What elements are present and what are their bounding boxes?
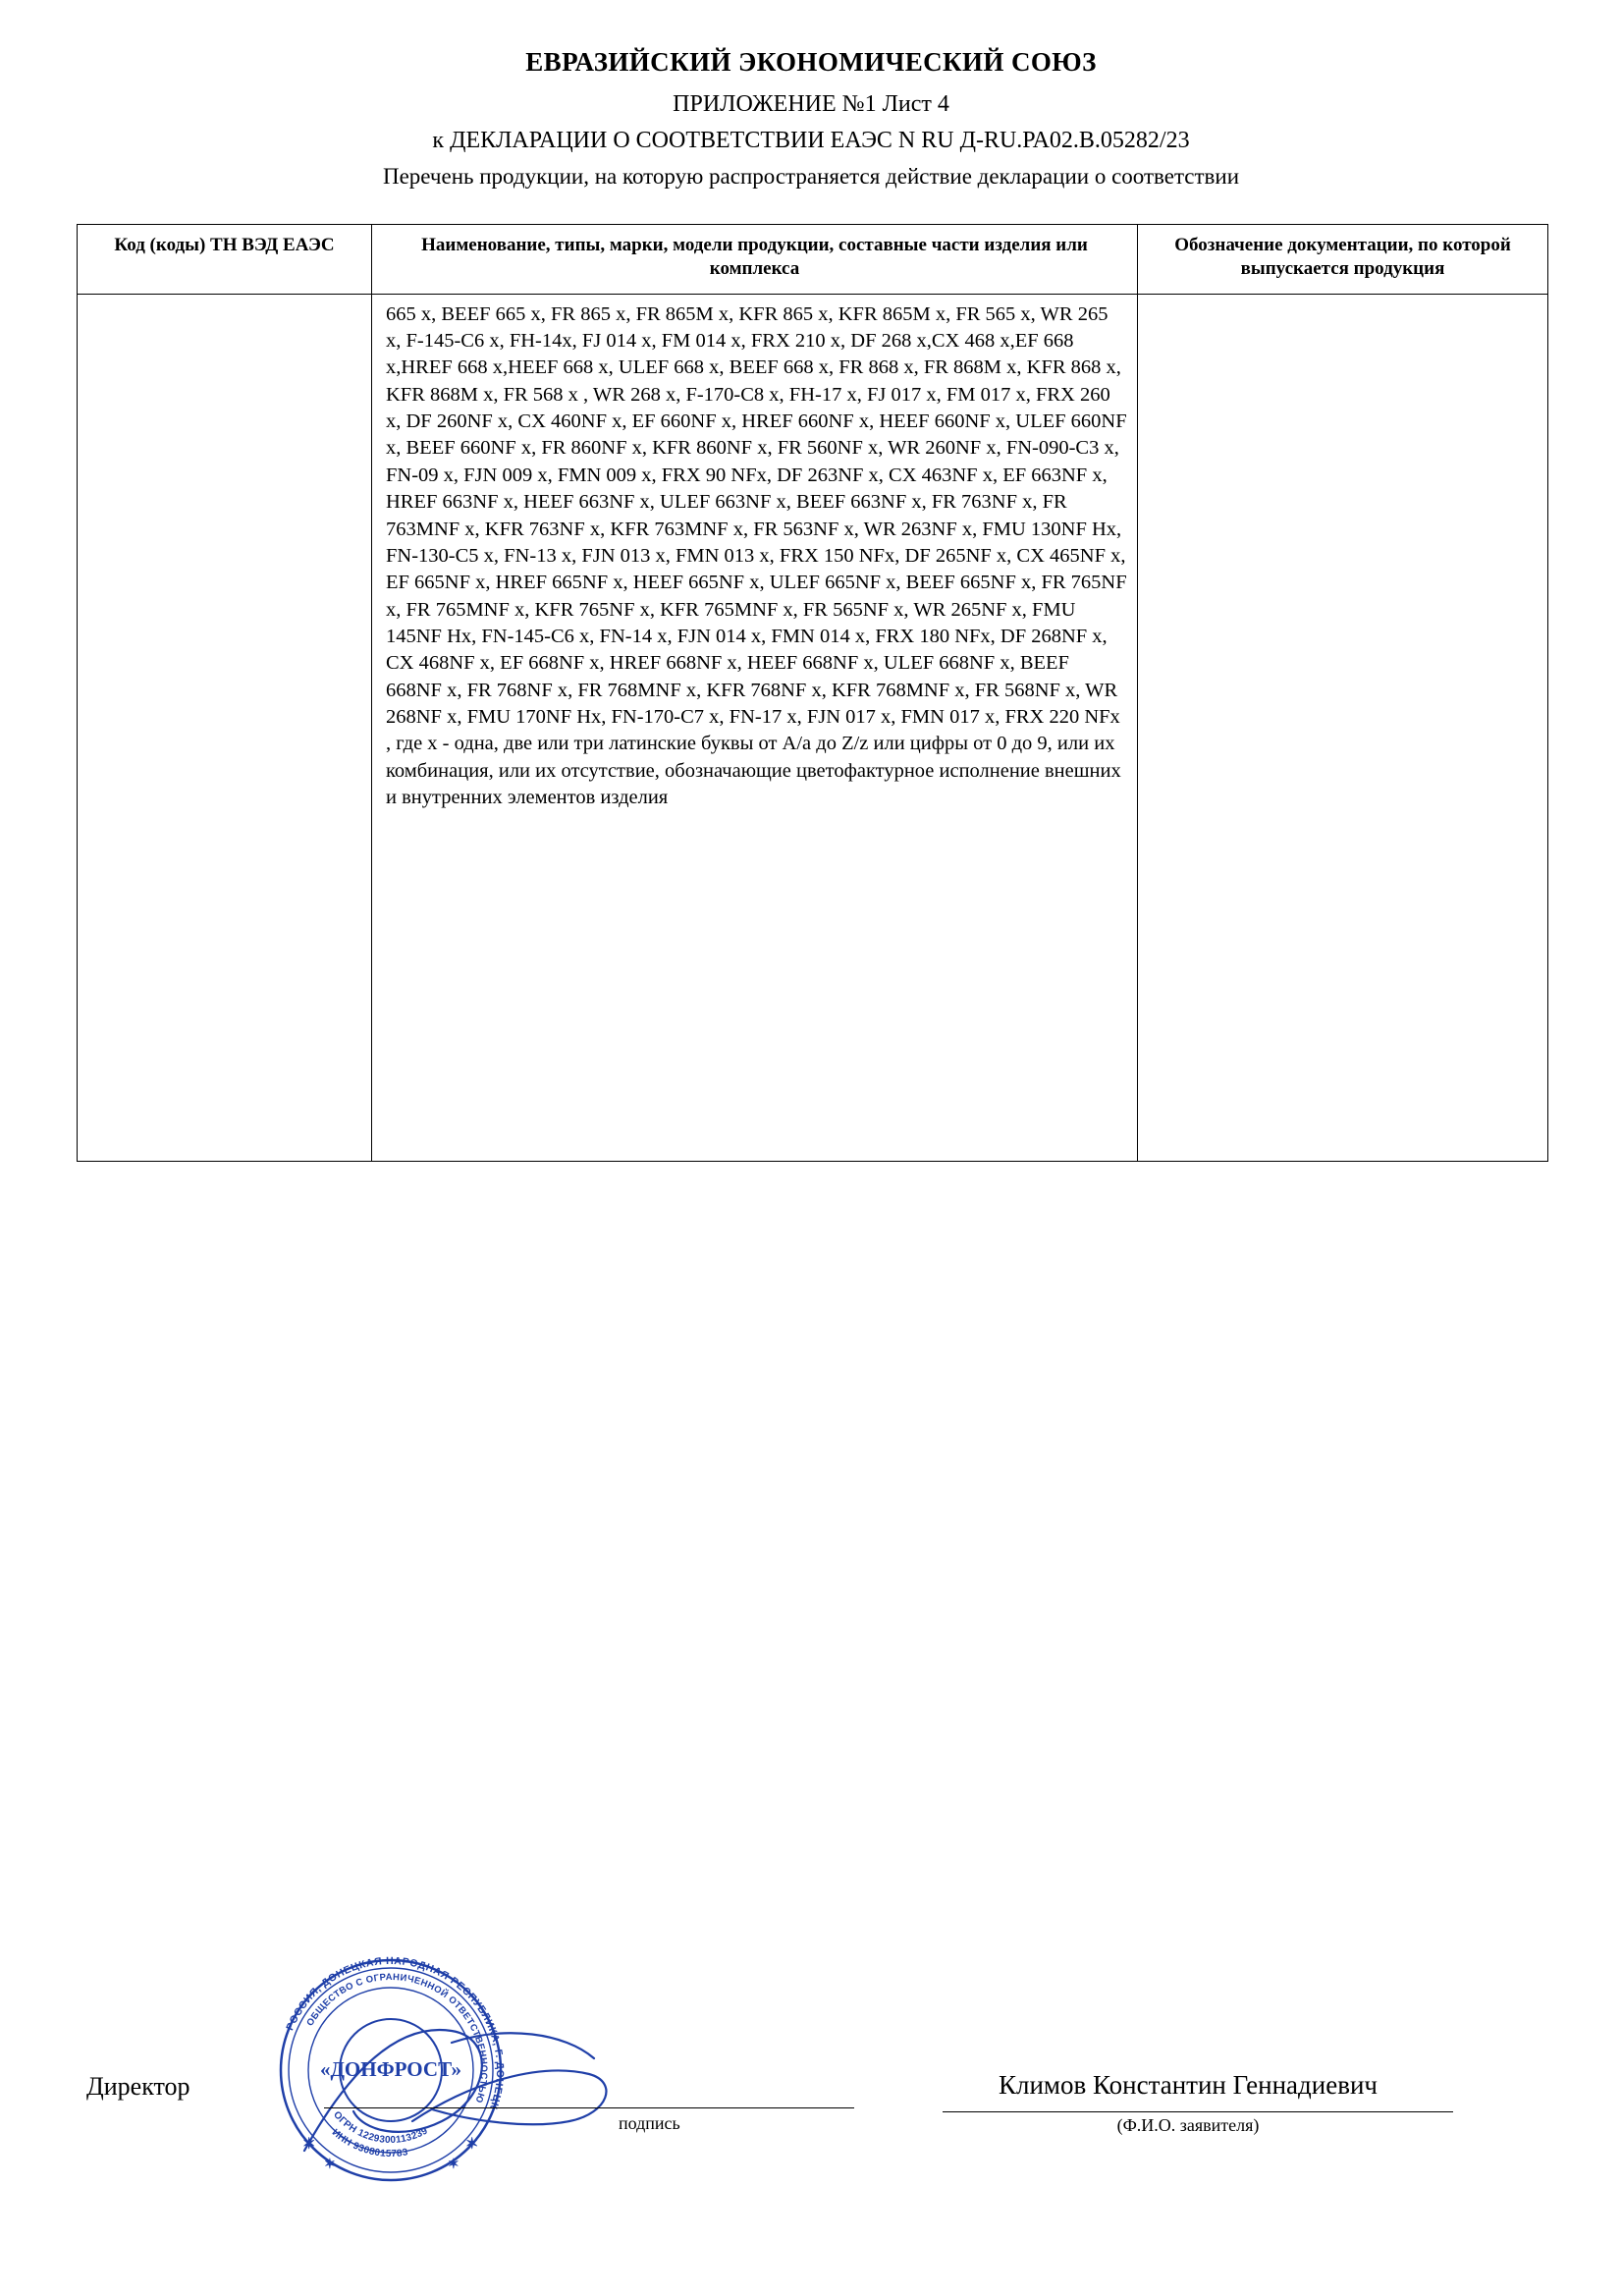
- svg-text:✶: ✶: [324, 2156, 336, 2171]
- product-table: [77, 224, 1548, 1162]
- signature-line: [324, 2107, 854, 2108]
- svg-text:ИНН 9308015783: ИНН 9308015783: [329, 2127, 409, 2160]
- table-header-row: [78, 225, 1548, 295]
- svg-text:ОГРН 1229300113239: ОГРН 1229300113239: [331, 2109, 430, 2147]
- cell-code: [78, 294, 372, 1161]
- column-header-names: Наименование, типы, марки, модели продукции, составные части изделия или комплекса: [372, 225, 1138, 295]
- svg-text:✶: ✶: [448, 2156, 460, 2171]
- svg-text:✶: ✶: [302, 2136, 316, 2153]
- cell-product-names: 665 x, BEEF 665 x, FR 865 x, FR 865M x, KFR 865 x, KFR 865M x, FR 565 x, WR 265 x, F-145-C6 x, FH-14x, FJ 014 x, FM 014 x, FRX 210 x, DF 268 x,CX 468 x,EF 668 x,HREF 668 x,HEEF 668 x, ULEF 668 x, BEEF 668 x, FR 868 x, FR 868M x, KFR 868 x, KFR 868M x, FR 568 x , WR 268 x, F-170-C8 x, FH-17 x, FJ 017 x, FM 017 x, FRX 260 x, DF 260NF x, CX 460NF x, EF 660NF x, HREF 660NF x, HEEF 660NF x, ULEF 660NF x, BEEF 660NF x, FR 860NF x, KFR 860NF x, FR 560NF x, WR 260NF x, FN-090-C3 x, FN-09 x, FJN 009 x, FMN 009 x, FRX 90 NFx, DF 263NF x, CX 463NF x, EF 663NF x, HREF 663NF x, HEEF 663NF x, ULEF 663NF x, BEEF 663NF x, FR 763NF x, FR 763MNF x, KFR 763NF x, KFR 763MNF x, FR 563NF x, WR 263NF x, FMU 130NF Hx, FN-130-C5 x, FN-13 x, FJN 013 x, FMN 013 x, FRX 150 NFx, DF 265NF x, CX 465NF x, EF 665NF x, HREF 665NF x, HEEF 665NF x, ULEF 665NF x, BEEF 665NF x, FR 765NF x, FR 765MNF x, KFR 765NF x, KFR 765MNF x, FR 565NF x, WR 265NF x, FMU 145NF Hx, FN-145-C6 x, FN-14 x, FJN 014 x, FMN 014 x, FRX 180 NFx, DF 268NF x, CX 468NF x, EF 668NF x, HREF 668NF x, HEEF 668NF x, ULEF 668NF x, BEEF 668NF x, FR 768NF x, FR 768MNF x, KFR 768NF x, KFR 768MNF x, FR 568NF x, WR 268NF x, FMU 170NF Hx, FN-170-C7 x, FN-17 x, FJN 017 x, FMN 017 x, FRX 220 NFx , где x - одна, две или три латинские буквы от A/a до Z/z или цифры от 0 до 9, или их комбинация, или их отсутствие, обозначающие цветофактурное исполнение внешних и внутренних элементов изделия: [372, 294, 1138, 1161]
- director-label: Директор: [86, 2072, 190, 2101]
- declarant-name: Климов Константин Геннадиевич: [999, 2070, 1378, 2100]
- svg-text:РОССИЯ, ДОНЕЦКАЯ НАРОДНАЯ РЕСП: РОССИЯ, ДОНЕЦКАЯ НАРОДНАЯ РЕСПУБЛИКА, Г. ДОНЕЦК: [284, 1954, 507, 2111]
- declaration-number-line: к ДЕКЛАРАЦИИ О СООТВЕТСТВИИ ЕАЭС N RU Д-RU.РА02.В.05282/23: [432, 128, 1190, 153]
- declarant-name-line: [943, 2111, 1453, 2112]
- signature-caption: подпись: [619, 2113, 680, 2133]
- company-stamp: [265, 1944, 516, 2196]
- column-header-code: Код (коды) ТН ВЭД ЕАЭС: [78, 225, 372, 295]
- svg-text:«ДОНФРОСТ»: «ДОНФРОСТ»: [319, 2057, 462, 2081]
- page-title: ЕВРАЗИЙСКИЙ ЭКОНОМИЧЕСКИЙ СОЮЗ: [525, 47, 1097, 77]
- product-table-wrapper: [77, 224, 1547, 1162]
- column-header-doc: Обозначение документации, по которой выпускается продукция: [1138, 225, 1548, 295]
- subtitle-line: Перечень продукции, на которую распространяется действие декларации о соответствии: [382, 164, 1240, 189]
- fio-caption: (Ф.И.О. заявителя): [1116, 2115, 1260, 2135]
- cell-documentation: [1138, 294, 1548, 1161]
- svg-text:✶: ✶: [465, 2136, 479, 2153]
- table-row: [78, 294, 1548, 1161]
- signature-block: [0, 1925, 1622, 2239]
- svg-text:ОБЩЕСТВО С ОГРАНИЧЕННОЙ ОТВЕТС: ОБЩЕСТВО С ОГРАНИЧЕННОЙ ОТВЕТСТВЕННОСТЬЮ: [304, 1971, 490, 2105]
- document-header: [0, 0, 1622, 190]
- appendix-line: ПРИЛОЖЕНИЕ №1 Лист 4: [673, 91, 949, 117]
